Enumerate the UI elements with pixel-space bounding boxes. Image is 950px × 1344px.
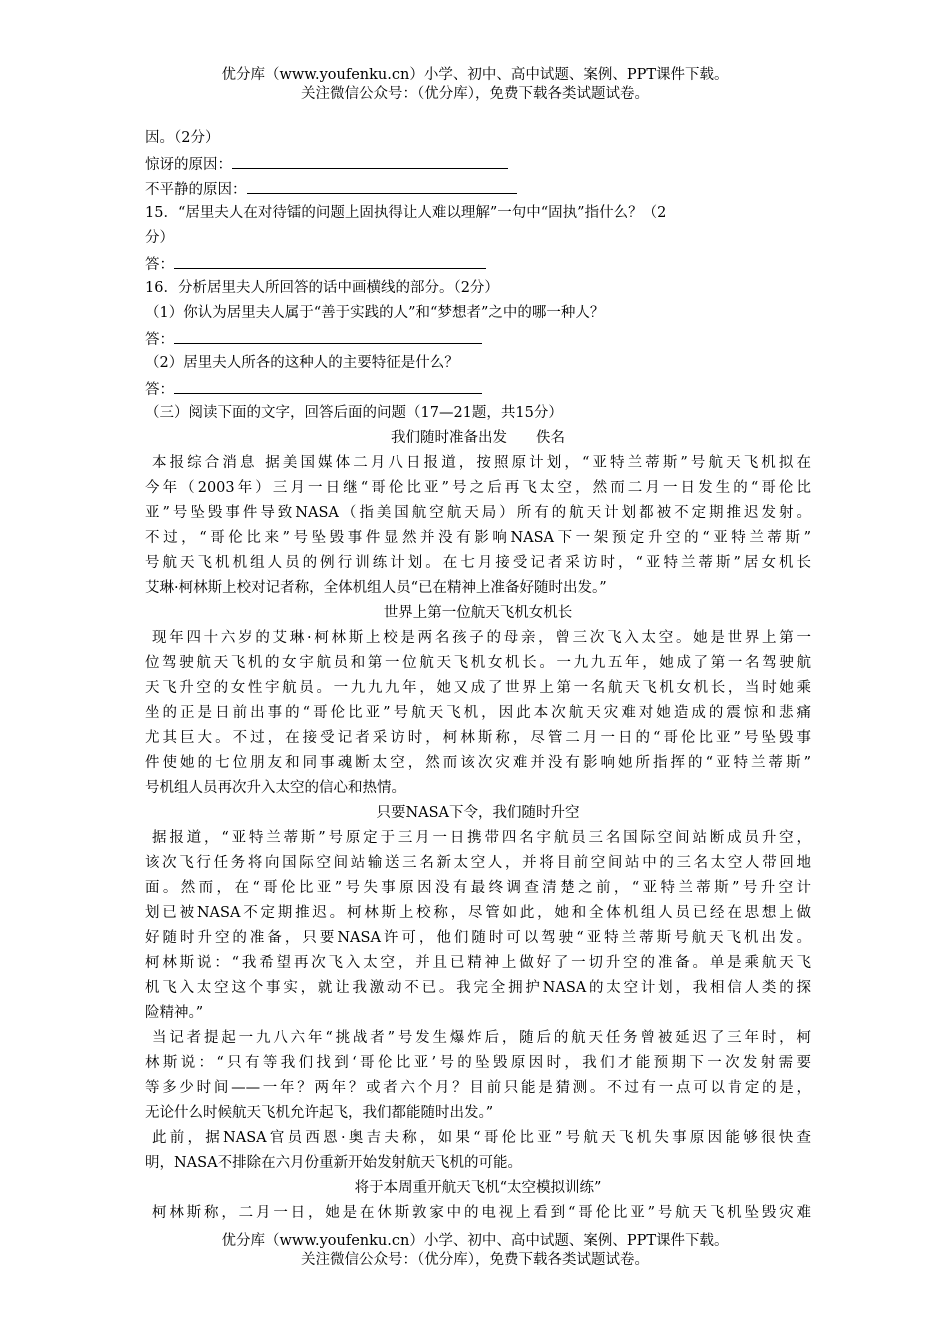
footer-line-2: 关注微信公众号：（优分库），免费下载各类试题试卷。 <box>301 1252 649 1268</box>
q14-tail: 因。（2分） <box>145 130 220 146</box>
q16-prompt: 16．分析居里夫人所回答的话中画横线的部分。（2分） <box>145 280 499 296</box>
paragraph-line: 险精神。” <box>145 1005 204 1021</box>
q14-surprise-blank[interactable] <box>232 151 508 169</box>
paragraph-line: 号航天飞机机组人员的例行训练计划。在七月接受记者采访时，“亚特兰蒂斯”居女机长 <box>145 555 811 571</box>
q16-1-answer-row <box>145 326 811 351</box>
q15-line-2: 分） <box>145 230 174 246</box>
paragraph-line: 本报综合消息 据美国媒体二月八日报道，按照原计划，“亚特兰蒂斯”号航天飞机拟在 <box>152 455 811 471</box>
q15-line-1: 15．“居里夫人在对待镭的问题上固执得让人难以理解”一句中“固执”指什么？（2 <box>145 205 667 221</box>
section-3-heading: （三）阅读下面的文字，回答后面的问题（17—21题，共15分） <box>145 405 563 421</box>
section-heading-1: 世界上第一位航天飞机女机长 <box>383 605 573 621</box>
paragraph-line: 明，NASA不排除在六月份重新开始发射航天飞机的可能。 <box>145 1155 523 1171</box>
paragraph-line: 当记者提起一九八六年“挑战者”号发生爆炸后，随后的航天任务曾被延迟了三年时，柯 <box>152 1030 811 1046</box>
paragraph-line: 位驾驶航天飞机的女宇航员和第一位航天飞机女机长。一九九五年，她成了第一名驾驶航 <box>145 655 811 671</box>
paragraph-line: 尤其巨大。不过，在接受记者采访时，柯林斯称，尽管二月一日的“哥伦比亚”号坠毁事 <box>145 730 811 746</box>
paragraph-line: 艾琳·柯林斯上校对记者称，全体机组人员“已在精神上准备好随时出发。” <box>145 580 607 596</box>
paragraph-line: 该次飞行任务将向国际空间站输送三名新太空人，并将目前空间站中的三名太空人带回地 <box>145 855 811 871</box>
header-line-1: 优分库（www.youfenku.cn）小学、初中、高中试题、案例、PPT课件下载。 <box>221 67 729 83</box>
page-footer <box>0 1232 950 1270</box>
paragraph-line: 件使她的七位朋友和同事魂断太空，然而该次灾难并没有影响她所指挥的“亚特兰蒂斯” <box>145 755 811 771</box>
q15-answer-blank[interactable] <box>174 251 486 269</box>
paragraph-line: 机飞入太空这个事实，就让我激动不已。我完全拥护NASA的太空计划，我相信人类的探 <box>145 980 811 996</box>
paragraph-line: 此前，据NASA官员西恩·奥吉夫称，如果“哥伦比亚”号航天飞机失事原因能够很快查 <box>152 1130 811 1146</box>
q16-part-2: （2）居里夫人所各的这种人的主要特征是什么？ <box>145 355 459 371</box>
paragraph-line: 面。然而，在“哥伦比亚”号失事原因没有最终调查清楚之前，“亚特兰蒂斯”号升空计 <box>145 880 811 896</box>
q14-unrest-row <box>145 176 811 201</box>
answer-label: 答： <box>145 257 174 273</box>
paragraph-line: 划已被NASA不定期推迟。柯林斯上校称，尽管如此，她和全体机组人员已经在思想上做 <box>145 905 811 921</box>
paragraph-line: 柯林斯说：“我希望再次飞入太空，并且已精神上做好了一切升空的准备。单是乘航天飞 <box>145 955 811 971</box>
q14-surprise-row <box>145 151 811 176</box>
answer-label: 答： <box>145 332 174 348</box>
paragraph-line: 好随时升空的准备，只要NASA许可，他们随时可以驾驶“亚特兰蒂斯号航天飞机出发。 <box>145 930 811 946</box>
article-paragraph-3 <box>145 826 811 1026</box>
document-body <box>145 126 811 1226</box>
paragraph-line: 无论什么时候航天飞机允许起飞，我们都能随时出发。” <box>145 1105 494 1121</box>
paragraph-line: 亚”号坠毁事件导致NASA（指美国航空航天局）所有的航天计划都被不定期推迟发射。 <box>145 505 811 521</box>
q16-2-answer-row <box>145 376 811 401</box>
article-paragraph-5 <box>145 1126 811 1176</box>
section-heading-3: 将于本周重开航天飞机“太空模拟训练” <box>354 1180 602 1196</box>
header-line-2: 关注微信公众号：（优分库），免费下载各类试题试卷。 <box>301 86 649 102</box>
q14-unrest-label: 不平静的原因： <box>145 182 247 198</box>
q14-surprise-label: 惊讶的原因： <box>145 157 232 173</box>
page-header <box>0 66 950 104</box>
paragraph-line: 林斯说：“只有等我们找到‘哥伦比亚’号的坠毁原因时，我们才能预期下一次发射需要 <box>145 1055 811 1071</box>
q16-part-1: （1）你认为居里夫人属于“善于实践的人”和“梦想者”之中的哪一种人？ <box>145 305 605 321</box>
paragraph-line: 坐的正是日前出事的“哥伦比亚”号航天飞机，因此本次航天灾难对她造成的震惊和悲痛 <box>145 705 811 721</box>
paragraph-line: 今年（2003年）三月一日继“哥伦比亚”号之后再飞太空，然而二月一日发生的“哥伦比 <box>145 480 811 496</box>
footer-line-1: 优分库（www.youfenku.cn）小学、初中、高中试题、案例、PPT课件下载。 <box>221 1233 729 1249</box>
q15-answer-row <box>145 251 811 276</box>
paragraph-line: 号机组人员再次升入太空的信心和热情。 <box>145 780 406 796</box>
section-heading-2: 只要NASA下令，我们随时升空 <box>376 805 580 821</box>
paragraph-line: 现年四十六岁的艾琳·柯林斯上校是两名孩子的母亲，曾三次飞入太空。她是世界上第一 <box>152 630 811 646</box>
article-title: 我们随时准备出发 佚名 <box>391 430 565 446</box>
paragraph-line: 据报道，“亚特兰蒂斯”号原定于三月一日携带四名宇航员三名国际空间站断成员升空， <box>152 830 811 846</box>
paragraph-line: 不过，“哥伦比来”号坠毁事件显然并没有影响NASA下一架预定升空的“亚特兰蒂斯” <box>145 530 811 546</box>
q16-1-answer-blank[interactable] <box>174 326 482 344</box>
q14-unrest-blank[interactable] <box>247 176 517 194</box>
answer-label: 答： <box>145 382 174 398</box>
article-paragraph-6 <box>145 1201 811 1226</box>
paragraph-line: 天飞升空的女性宇航员。一九九九年，她又成了世界上第一名航天飞机女机长，当时她乘 <box>145 680 811 696</box>
article-paragraph-2 <box>145 626 811 801</box>
paragraph-line: 柯林斯称，二月一日，她是在休斯敦家中的电视上看到“哥伦比亚”号航天飞机坠毁灾难 <box>152 1205 811 1221</box>
article-paragraph-4 <box>145 1026 811 1126</box>
paragraph-line: 等多少时间——一年？两年？或者六个月？目前只能是猜测。不过有一点可以肯定的是， <box>145 1080 811 1096</box>
q16-2-answer-blank[interactable] <box>174 376 482 394</box>
article-paragraph-1 <box>145 451 811 601</box>
